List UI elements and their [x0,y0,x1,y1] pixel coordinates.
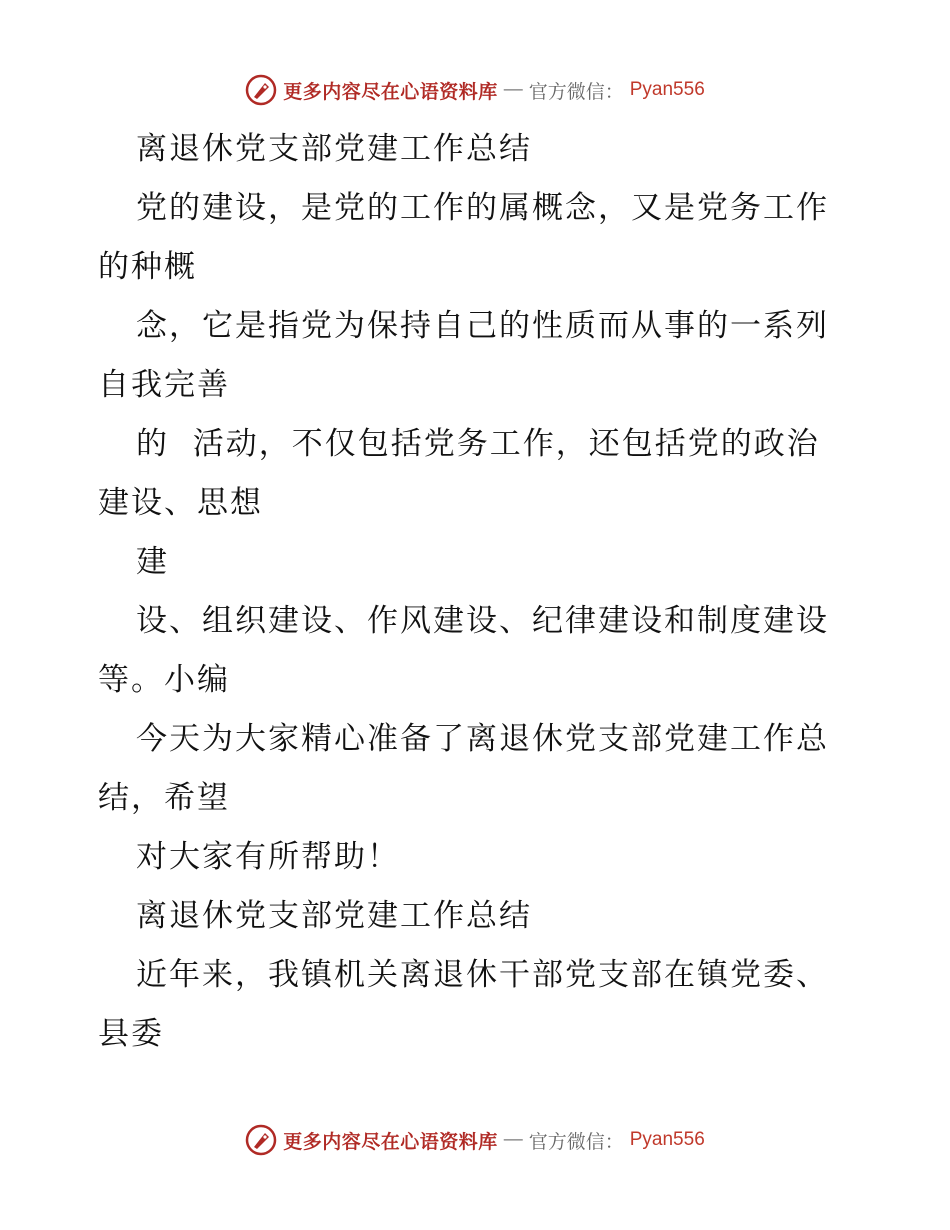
paragraph-line: 县委 [98,1016,164,1052]
pen-nib-logo-icon [245,74,277,106]
paragraph-line: 建设、思想 [98,485,263,521]
paragraph-line: 设、组织建设、作风建设、纪律建设和制度建设 [136,603,829,639]
paragraph-line: 等。小编 [98,662,230,698]
paragraph-line: 的 活动，不仅包括党务工作，还包括党的政治 [136,426,820,462]
paragraph-line: 结，希望 [98,780,230,816]
footer-banner [0,1122,950,1158]
section-title: 离退休党支部党建工作总结 [136,898,532,934]
footer-wechat-id: Pyan556 [629,1129,705,1150]
paragraph-line: 建 [136,544,169,580]
header-wechat-id: Pyan556 [629,79,705,100]
document-body [98,120,858,1064]
paragraph-line: 今天为大家精心准备了离退休党支部党建工作总 [136,721,829,757]
header-wechat-label: 官方微信： [528,80,624,103]
footer-wechat-label: 官方微信： [528,1130,624,1153]
paragraph-line: 自我完善 [98,367,230,403]
paragraph-line: 的种概 [98,249,197,285]
header-banner [0,72,950,108]
paragraph-line: 念，它是指党为保持自己的性质而从事的一系列 [136,308,829,344]
footer-brand-text: 更多内容尽在心语资料库 [283,1130,498,1153]
header-dash: — [503,79,523,100]
footer-dash: — [503,1129,523,1150]
paragraph-line: 近年来，我镇机关离退休干部党支部在镇党委、 [136,957,829,993]
paragraph-line: 对大家有所帮助！ [136,839,400,875]
pen-nib-logo-icon [245,1124,277,1156]
doc-title: 离退休党支部党建工作总结 [136,131,532,167]
paragraph-line: 党的建设，是党的工作的属概念，又是党务工作 [136,190,829,226]
header-brand-text: 更多内容尽在心语资料库 [283,80,498,103]
